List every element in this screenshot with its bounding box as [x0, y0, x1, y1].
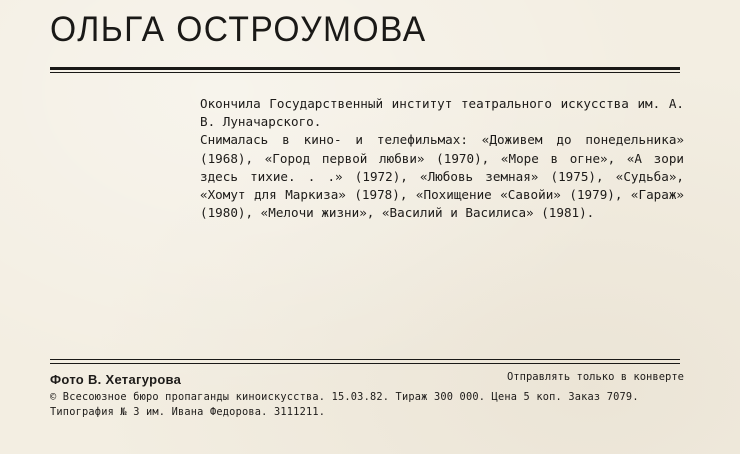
header-rule-thick	[50, 67, 680, 70]
photo-credit: Фото В. Хетагурова	[50, 372, 182, 387]
biography-education: Окончила Государственный институт театрального искусства им. А. В. Луначарского.	[200, 96, 684, 130]
biography-block	[200, 95, 684, 222]
header-rule-thin	[50, 72, 680, 73]
footer-rule-top	[50, 359, 680, 360]
envelope-note: Отправлять только в конверте	[506, 371, 684, 383]
printer-line: Типография № 3 им. Ивана Федорова. 3111211.	[50, 406, 326, 418]
biography-filmography: Снималась в кино- и телефильмах: «Доживем до понедельника» (1968), «Город первой любви» (1970), «Море в огне», «А зори здесь тихие. . .» (1972), «Любовь земная» (1975), «Судьба», «Хомут для Маркиза» (1978), «Похищение «Савойи» (1979), «Гараж» (1980), «Мелочи жизни», «Василий и Василиса» (1981).	[200, 132, 684, 221]
footer-credit-row	[50, 369, 684, 387]
footer-rule-bottom	[50, 363, 680, 364]
actress-name-title: ОЛЬГА ОСТРОУМОВА	[50, 10, 427, 49]
publisher-line: © Всесоюзное бюро пропаганды киноискусства. 15.03.82. Тираж 300 000. Цена 5 коп. Заказ 7079.	[50, 391, 639, 403]
